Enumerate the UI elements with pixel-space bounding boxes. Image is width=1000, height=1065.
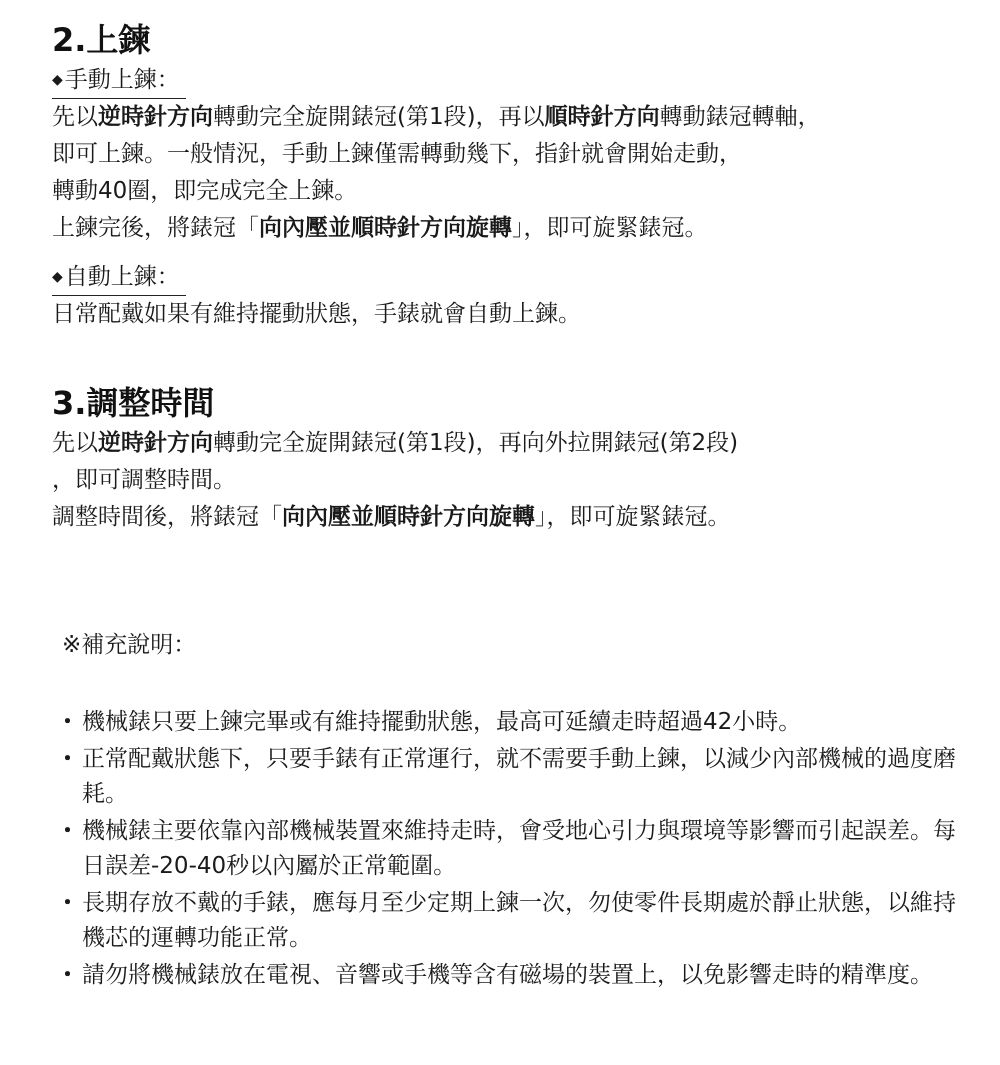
emphasis-clockwise: 順時針方向: [544, 104, 660, 130]
auto-winding-line-1: 日常配戴如果有維持擺動狀態，手錶就會自動上鍊。: [52, 301, 581, 327]
text-run: 」，即可旋緊錶冠。: [512, 215, 708, 241]
text-run: 轉動錶冠轉軸，: [659, 104, 821, 130]
note-item: [52, 886, 962, 956]
bullet-icon: ・: [56, 746, 79, 772]
emphasis-counterclockwise: 逆時針方向: [98, 430, 213, 456]
bullet-icon: ・: [56, 818, 79, 844]
text-run: 」，即可旋緊錶冠。: [535, 504, 731, 530]
diamond-bullet-icon: ◆: [52, 269, 63, 285]
text-run: 先以: [52, 430, 98, 456]
time-setting-line-2: ，即可調整時間。: [52, 467, 236, 493]
time-setting-line-3: [52, 499, 992, 536]
auto-winding-heading-text: 自動上鍊：: [64, 264, 180, 290]
emphasis-counterclockwise: 逆時針方向: [98, 104, 213, 130]
note-item: [52, 958, 962, 993]
note-text: 請勿將機械錶放在電視、音響或手機等含有磁場的裝置上，以免影響走時的精準度。: [82, 962, 933, 988]
section-winding-title: 2.上鍊: [52, 21, 151, 59]
manual-winding-line-3: 轉動40圈，即完成完全上鍊。: [52, 178, 358, 204]
time-setting-line-1: [52, 425, 992, 462]
bullet-icon: ・: [56, 890, 79, 916]
text-run: 上鍊完後，將錶冠「: [52, 215, 259, 241]
emphasis-press-and-turn: 向內壓並順時針方向旋轉: [259, 215, 512, 241]
note-text: 正常配戴狀態下，只要手錶有正常運行，就不需要手動上鍊，以減少內部機械的過度磨耗。: [82, 746, 956, 807]
diamond-bullet-icon: ◆: [52, 72, 63, 88]
note-item: [52, 705, 962, 740]
manual-winding-line-1: [52, 99, 992, 136]
text-run: 先以: [52, 104, 98, 130]
bullet-icon: ・: [56, 709, 79, 735]
notes-list: [52, 705, 992, 993]
text-run: 調整時間後，將錶冠「: [52, 504, 282, 530]
bullet-icon: ・: [56, 962, 79, 988]
manual-winding-line-2: 即可上鍊。一般情況，手動上鍊僅需轉動幾下，指針就會開始走動，: [52, 141, 742, 167]
note-text: 機械錶主要依靠內部機械裝置來維持走時，會受地心引力與環境等影響而引起誤差。每日誤差-20-40秒以內屬於正常範圍。: [82, 818, 956, 879]
note-text: 長期存放不戴的手錶，應每月至少定期上鍊一次，勿使零件長期處於靜止狀態，以維持機芯的運轉功能正常。: [82, 890, 956, 951]
manual-winding-heading: [52, 62, 186, 99]
section-time-setting-title: 3.調整時間: [52, 384, 215, 422]
note-item: [52, 814, 962, 884]
text-run: 轉動完全旋開錶冠(第1段)，再向外拉開錶冠(第2段): [213, 430, 739, 456]
note-item: [52, 742, 962, 812]
notes-title: ※補充說明：: [62, 632, 197, 658]
emphasis-press-and-turn: 向內壓並順時針方向旋轉: [282, 504, 535, 530]
manual-winding-line-4: [52, 210, 992, 247]
manual-winding-heading-text: 手動上鍊：: [64, 67, 180, 93]
text-run: 轉動完全旋開錶冠(第1段)，再以: [213, 104, 545, 130]
note-text: 機械錶只要上鍊完畢或有維持擺動狀態，最高可延續走時超過42小時。: [82, 709, 802, 735]
auto-winding-heading: [52, 259, 186, 296]
instruction-page: [52, 18, 992, 995]
